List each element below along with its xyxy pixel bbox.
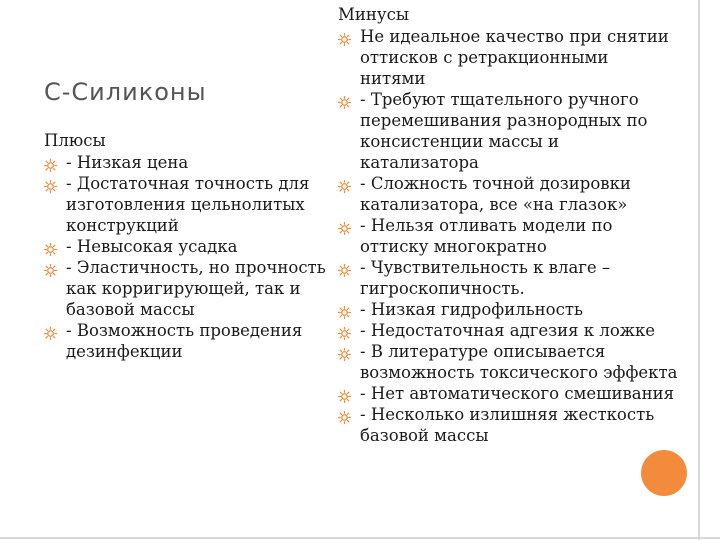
slide-frame-bottom <box>0 537 720 539</box>
cons-list <box>338 26 678 446</box>
pros-column <box>44 130 344 362</box>
pros-item-text: - Низкая цена <box>66 153 189 172</box>
cons-item-text: - Недостаточная адгезия к ложке <box>360 321 656 340</box>
pros-item-text: - Возможность проведения дезинфекции <box>66 321 303 361</box>
cons-list-item <box>338 89 678 173</box>
sun-bullet-icon <box>338 408 351 421</box>
pros-list-item <box>44 257 344 320</box>
cons-list-item <box>338 341 678 383</box>
pros-item-text: - Невысокая усадка <box>66 237 238 256</box>
pros-list <box>44 152 344 362</box>
cons-column <box>338 4 678 446</box>
sun-bullet-icon <box>44 324 57 337</box>
cons-heading: Минусы <box>338 5 409 24</box>
cons-list-item <box>338 26 678 89</box>
cons-list-item <box>338 404 678 446</box>
pros-list-item <box>44 320 344 362</box>
cons-list-item <box>338 257 678 299</box>
pros-item-text: - Эластичность, но прочность как корригирующей, так и базовой массы <box>66 258 326 319</box>
sun-bullet-icon <box>44 177 57 190</box>
slide-frame-right <box>698 0 700 540</box>
sun-bullet-icon <box>338 93 351 106</box>
cons-list-item <box>338 173 678 215</box>
sun-bullet-icon <box>338 387 351 400</box>
cons-list-item <box>338 320 678 341</box>
pros-item-text: - Достаточная точность для изготовления цельнолитых конструкций <box>66 174 310 235</box>
sun-bullet-icon <box>338 261 351 274</box>
cons-item-text: - В литературе описывается возможность токсического эффекта <box>360 342 678 382</box>
sun-bullet-icon <box>338 324 351 337</box>
pros-heading: Плюсы <box>44 131 106 150</box>
pros-list-item <box>44 173 344 236</box>
cons-item-text: Не идеальное качество при снятии оттисков с ретракционными нитями <box>360 27 669 88</box>
cons-list-item <box>338 383 678 404</box>
cons-item-text: - Сложность точной дозировки катализатора, все «на глазок» <box>360 174 631 214</box>
slide-title <box>44 78 207 106</box>
sun-bullet-icon <box>338 219 351 232</box>
cons-item-text: - Низкая гидрофильность <box>360 300 583 319</box>
sun-bullet-icon <box>338 177 351 190</box>
pros-list-item <box>44 236 344 257</box>
cons-item-text: - Несколько излишняя жесткость базовой массы <box>360 405 655 445</box>
cons-item-text: - Чувствительность к влаге – гигроскопичность. <box>360 258 611 298</box>
decorative-orange-circle <box>641 450 687 496</box>
cons-list-item <box>338 299 678 320</box>
sun-bullet-icon <box>338 345 351 358</box>
cons-item-text: - Требуют тщательного ручного перемешивания разнородных по консистенции массы и катализатора <box>360 90 648 172</box>
sun-bullet-icon <box>338 303 351 316</box>
sun-bullet-icon <box>44 156 57 169</box>
pros-list-item <box>44 152 344 173</box>
sun-bullet-icon <box>338 30 351 43</box>
cons-list-item <box>338 215 678 257</box>
sun-bullet-icon <box>44 261 57 274</box>
sun-bullet-icon <box>44 240 57 253</box>
slide-title-text: С-Силиконы <box>44 78 207 106</box>
cons-item-text: - Нельзя отливать модели по оттиску многократно <box>360 216 613 256</box>
cons-item-text: - Нет автоматического смешивания <box>360 384 675 403</box>
